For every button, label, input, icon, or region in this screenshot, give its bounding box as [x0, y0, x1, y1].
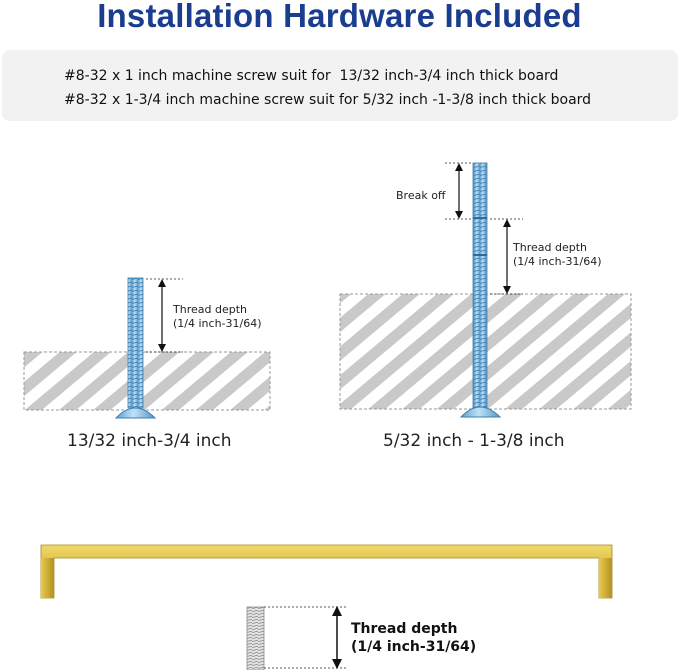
spec-line-short-screw: #8-32 x 1 inch machine screw suit for 13/32 inch-3/4 inch thick board [64, 68, 559, 84]
bottom-thread-label-line2: (1/4 inch-31/64) [351, 639, 477, 655]
gold-handle [41, 545, 612, 598]
left-thread-label [173, 303, 262, 331]
thread-stub [247, 607, 264, 670]
bottom-thread-label [351, 620, 476, 656]
page-title: Installation Hardware Included [97, 0, 582, 34]
left-thread-label-line2: (1/4 inch-31/64) [173, 317, 262, 330]
spec-line-long-screw: #8-32 x 1-3/4 inch machine screw suit for 5/32 inch -1-3/8 inch thick board [64, 92, 592, 108]
right-thread-label-line2: (1/4 inch-31/64) [513, 255, 602, 268]
left-caption: 13/32 inch-3/4 inch [67, 431, 232, 451]
left-board [24, 352, 270, 410]
bottom-thread-label-line1: Thread depth [351, 621, 458, 637]
left-thread-label-line1: Thread depth [173, 303, 247, 316]
right-caption: 5/32 inch - 1-3/8 inch [383, 431, 565, 451]
right-thread-label [513, 241, 602, 269]
break-off-label: Break off [396, 189, 446, 202]
right-thread-label-line1: Thread depth [513, 241, 587, 254]
left-screw-shaft [128, 278, 143, 408]
right-screw-shaft [473, 163, 487, 408]
